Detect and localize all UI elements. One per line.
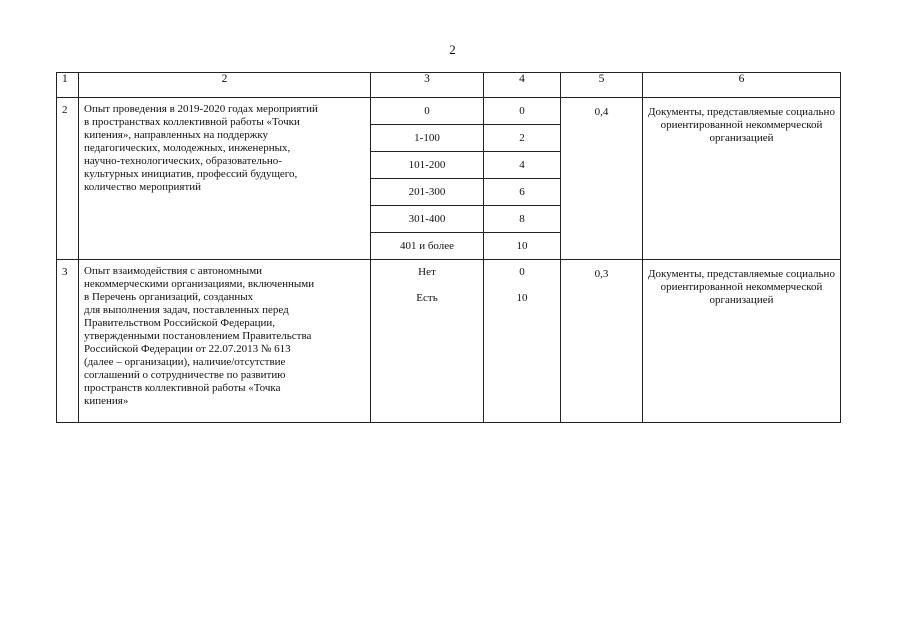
option-range: 101-200 — [371, 152, 484, 179]
column-header: 5 — [561, 73, 643, 98]
option-score: 4 — [484, 152, 561, 179]
option-range: Есть — [371, 286, 484, 423]
header-row — [57, 73, 841, 98]
column-header: 4 — [484, 73, 561, 98]
description-line: Российской Федерации от 22.07.2013 № 613 — [84, 343, 291, 355]
row-number: 2 — [57, 98, 79, 260]
description-line: соглашений о сотрудничестве по развитию — [84, 369, 286, 381]
option-range: 1-100 — [371, 125, 484, 152]
option-range: 0 — [371, 98, 484, 125]
column-header: 3 — [371, 73, 484, 98]
description-line: культурных инициатив, профессий будущего, — [84, 168, 298, 180]
option-score: 10 — [484, 233, 561, 260]
column-header: 2 — [79, 73, 371, 98]
description-line: Опыт взаимодействия с автономными — [84, 265, 263, 277]
description-line: некоммерческими организациями, включенными — [84, 278, 315, 290]
criteria-table — [56, 72, 841, 423]
option-range: 301-400 — [371, 206, 484, 233]
option-score: 0 — [484, 260, 561, 287]
criterion-description — [79, 260, 371, 423]
column-header: 1 — [57, 73, 79, 98]
description-line: в Перечень организаций, созданных — [84, 291, 254, 303]
criterion-weight: 0,4 — [561, 98, 643, 260]
description-line: научно-технологических, образовательно- — [84, 155, 282, 167]
description-line: кипения» — [84, 395, 129, 407]
description-line: Опыт проведения в 2019-2020 годах мероприятий — [84, 103, 318, 115]
description-line: утвержденными постановлением Правительства — [84, 330, 312, 342]
criterion-weight: 0,3 — [561, 260, 643, 423]
option-range: 201-300 — [371, 179, 484, 206]
description-line: кипения», направленных на поддержку — [84, 129, 269, 141]
option-score: 6 — [484, 179, 561, 206]
criterion-description — [79, 98, 371, 260]
description-line: пространств коллективной работы «Точка — [84, 382, 281, 394]
criterion-documents: Документы, представляемые социально ориентированной некоммерческой организацией — [643, 260, 841, 423]
description-line: количество мероприятий — [84, 181, 202, 193]
description-line: для выполнения задач, поставленных перед — [84, 304, 289, 316]
option-score: 10 — [484, 286, 561, 423]
option-score: 8 — [484, 206, 561, 233]
page-number: 2 — [449, 42, 456, 57]
description-line: в пространствах коллективной работы «Точки — [84, 116, 300, 128]
option-range: Нет — [371, 260, 484, 287]
option-score: 2 — [484, 125, 561, 152]
option-score: 0 — [484, 98, 561, 125]
description-line: (далее – организации), наличие/отсутствие — [84, 356, 286, 368]
row-number: 3 — [57, 260, 79, 423]
table-row — [57, 98, 841, 125]
table-row — [57, 260, 841, 287]
criterion-documents: Документы, представляемые социально ориентированной некоммерческой организацией — [643, 98, 841, 260]
description-line: педагогических, молодежных, инженерных, — [84, 142, 291, 154]
column-header: 6 — [643, 73, 841, 98]
option-range: 401 и более — [371, 233, 484, 260]
description-line: Правительством Российской Федерации, — [84, 317, 276, 329]
